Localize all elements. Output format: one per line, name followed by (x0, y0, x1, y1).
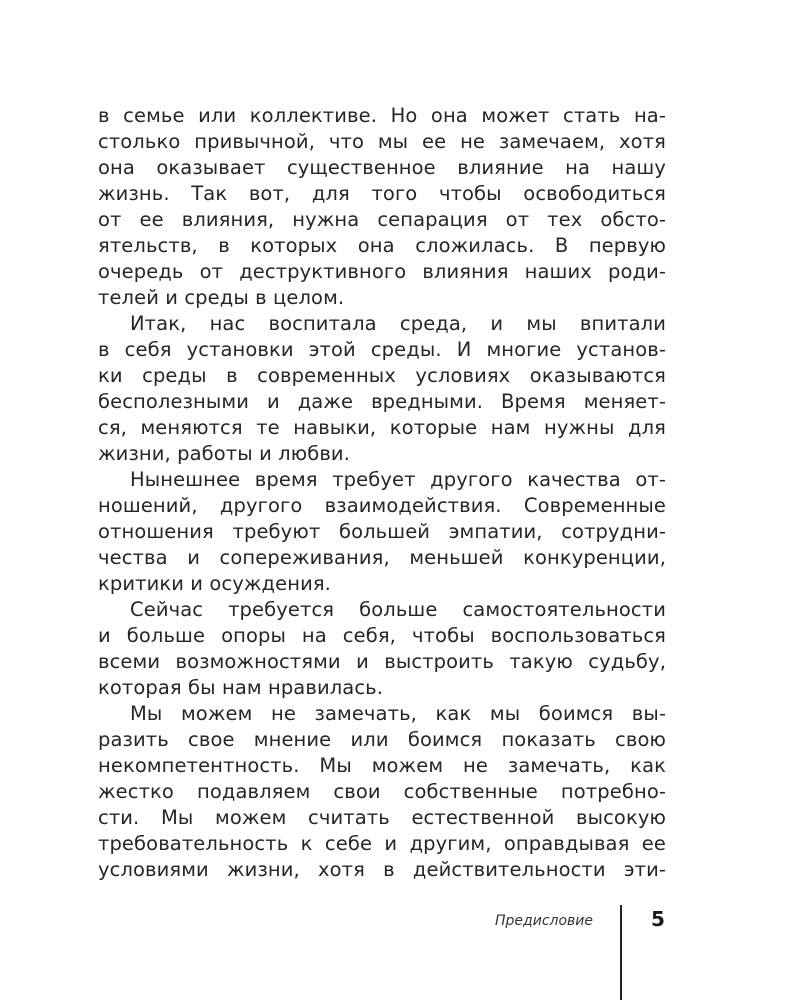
text-line: которая бы нам нравилась. (98, 676, 384, 699)
page-number: 5 (651, 907, 665, 931)
text-line: сти. Мы можем считать естественной высокую (98, 806, 666, 829)
text-line: в семье или коллективе. Но она может стать на- (98, 104, 666, 127)
body-text (98, 103, 666, 883)
text-line: в себя установки этой среды. И многие установ- (98, 338, 666, 361)
text-line: очередь от деструктивного влияния наших роди- (98, 260, 666, 283)
text-line: ся, меняются те навыки, которые нам нужны для (98, 416, 666, 439)
text-line: условиями жизни, хотя в действительности эти- (98, 858, 666, 881)
text-line: некомпетентность. Мы можем не замечать, как (98, 754, 666, 777)
text-line: ятельств, в которых она сложилась. В первую (98, 234, 666, 257)
text-line: жизнь. Так вот, для того чтобы освободиться (98, 182, 666, 205)
paragraph-2 (98, 311, 666, 467)
text-line: ки среды в современных условиях оказываются (98, 364, 666, 387)
text-line: критики и осуждения. (98, 572, 331, 595)
text-line: ношений, другого взаимодействия. Современные (98, 494, 666, 517)
text-line: жестко подавляем свои собственные потребно- (98, 780, 666, 803)
text-line: Нынешнее время требует другого качества от- (130, 468, 666, 491)
text-line: чества и сопереживания, меньшей конкуренции, (98, 546, 666, 569)
text-line: бесполезными и даже вредными. Время меняет- (98, 390, 666, 413)
text-line: Сейчас требуется больше самостоятельности (130, 598, 666, 621)
text-line: жизни, работы и любви. (98, 442, 351, 465)
text-line: и больше опоры на себя, чтобы воспользоваться (98, 624, 666, 647)
paragraph-3 (98, 467, 666, 597)
paragraph-4 (98, 597, 666, 701)
text-line: всеми возможностями и выстроить такую судьбу, (98, 650, 666, 673)
paragraph-5 (98, 701, 666, 883)
text-line: телей и среды в целом. (98, 286, 345, 309)
text-line: столько привычной, что мы ее не замечаем, хотя (98, 130, 666, 153)
text-line: требовательность к себе и другим, оправдывая ее (98, 832, 666, 855)
text-line: от ее влияния, нужна сепарация от тех обсто- (98, 208, 666, 231)
text-line: она оказывает существенное влияние на нашу (98, 156, 666, 179)
running-footer-section-title: Предисловие (495, 913, 593, 929)
text-line: отношения требуют большей эмпатии, сотрудни- (98, 520, 666, 543)
paragraph-1 (98, 103, 666, 311)
text-line: разить свое мнение или боимся показать свою (98, 728, 666, 751)
text-line: Мы можем не замечать, как мы боимся вы- (130, 702, 666, 725)
text-line: Итак, нас воспитала среда, и мы впитали (130, 312, 666, 335)
footer-divider (620, 905, 622, 1000)
